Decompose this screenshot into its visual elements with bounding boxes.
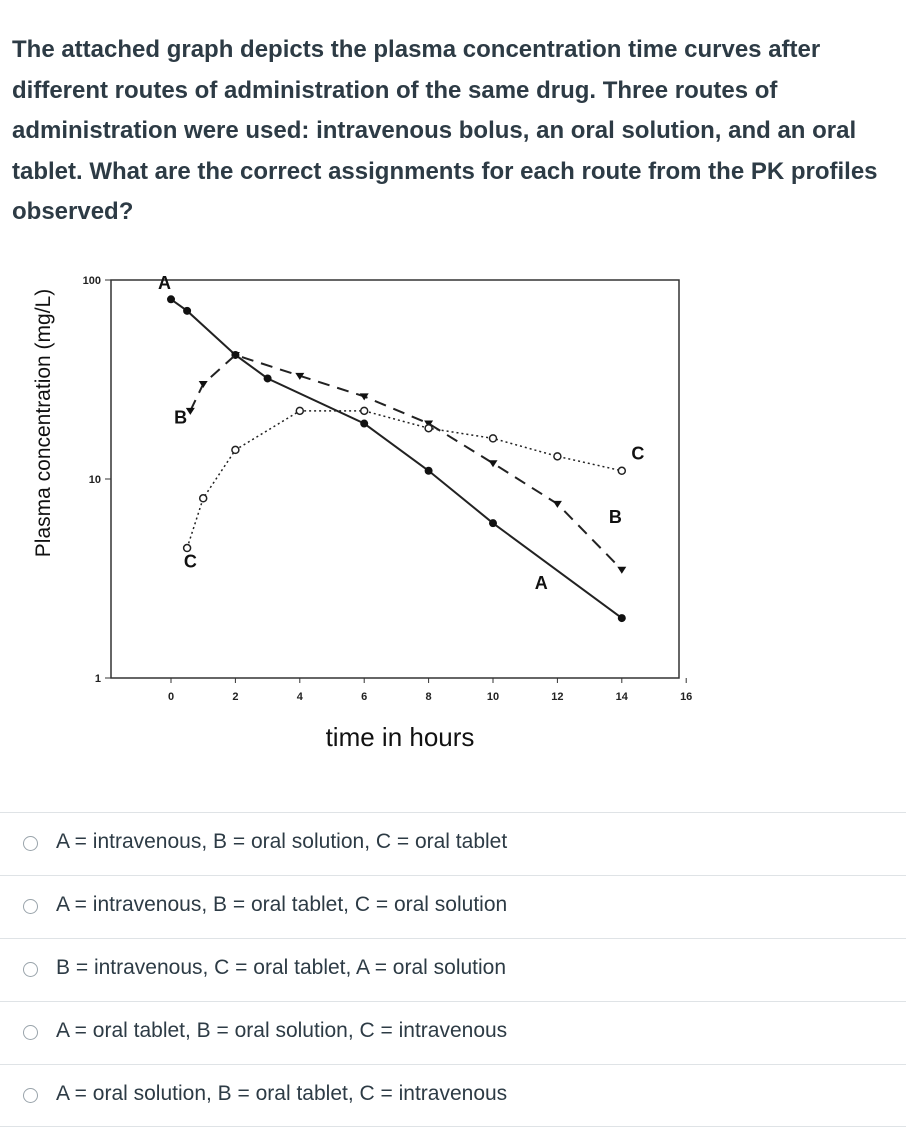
series-c-point [200,495,207,502]
series-annotation: A [534,573,548,594]
series-annotation: B [174,407,188,428]
series-c-point [490,435,497,442]
series-annotation: B [608,507,622,528]
answer-option[interactable] [0,875,906,938]
radio-button[interactable] [23,962,38,977]
radio-button[interactable] [23,836,38,851]
answer-label: A = intravenous, B = oral tablet, C = oral solution [56,893,508,916]
series-annotation: C [631,443,645,464]
x-tick-label: 12 [551,691,564,703]
y-tick-label: 10 [88,474,101,486]
series-c-line [187,411,622,548]
chart-svg [0,258,906,758]
series-c-point [361,407,368,414]
answer-list [0,812,906,1127]
answer-label: B = intravenous, C = oral tablet, A = oral solution [56,956,507,979]
series-c-point [232,446,239,453]
x-tick-label: 16 [680,691,693,703]
series-a-point [167,295,175,303]
answer-label: A = oral tablet, B = oral solution, C = intravenous [56,1019,508,1042]
x-tick-label: 2 [232,691,239,703]
radio-button[interactable] [23,899,38,914]
series-annotation: A [158,273,172,294]
answer-label: A = intravenous, B = oral solution, C = oral tablet [56,830,508,853]
series-a-point [618,614,626,622]
series-b-line [190,355,621,570]
series-c-point [618,467,625,474]
series-c-point [296,407,303,414]
x-axis-label: time in hours [325,722,475,752]
series-a-point [425,467,433,475]
plot-frame [111,280,679,678]
series-a-point [183,307,191,315]
series-a-point [360,420,368,428]
answer-label: A = oral solution, B = oral tablet, C = intravenous [56,1082,508,1105]
y-tick-label: 1 [94,673,101,685]
answer-option[interactable] [0,1001,906,1064]
x-tick-label: 4 [296,691,303,703]
series-b-point [617,567,626,574]
radio-button[interactable] [23,1025,38,1040]
x-tick-label: 14 [615,691,628,703]
series-annotation: C [183,551,197,572]
x-tick-label: 10 [486,691,500,703]
y-tick-label: 100 [82,275,101,287]
answer-option[interactable] [0,812,906,875]
answer-option[interactable] [0,1064,906,1127]
series-b-point [553,501,562,508]
x-tick-label: 8 [425,691,432,703]
series-b-point [199,381,208,388]
series-a-point [264,374,272,382]
series-c-point [554,453,561,460]
y-axis-label: Plasma concentration (mg/L) [32,288,55,558]
series-b-point [489,460,498,467]
x-tick-label: 0 [167,691,175,703]
pk-chart [0,258,906,758]
answer-option[interactable] [0,938,906,1001]
question-text: The attached graph depicts the plasma concentration time curves after different routes of administration of the same drug. Three routes of administration were used: intravenous bolus, an oral solution, and an oral tablet. What are the correct assignments for each route from the PK profiles observed? [12,36,878,225]
series-a-point [489,519,497,527]
radio-button[interactable] [23,1088,38,1103]
series-c-point [425,425,432,432]
x-tick-label: 6 [361,691,368,703]
